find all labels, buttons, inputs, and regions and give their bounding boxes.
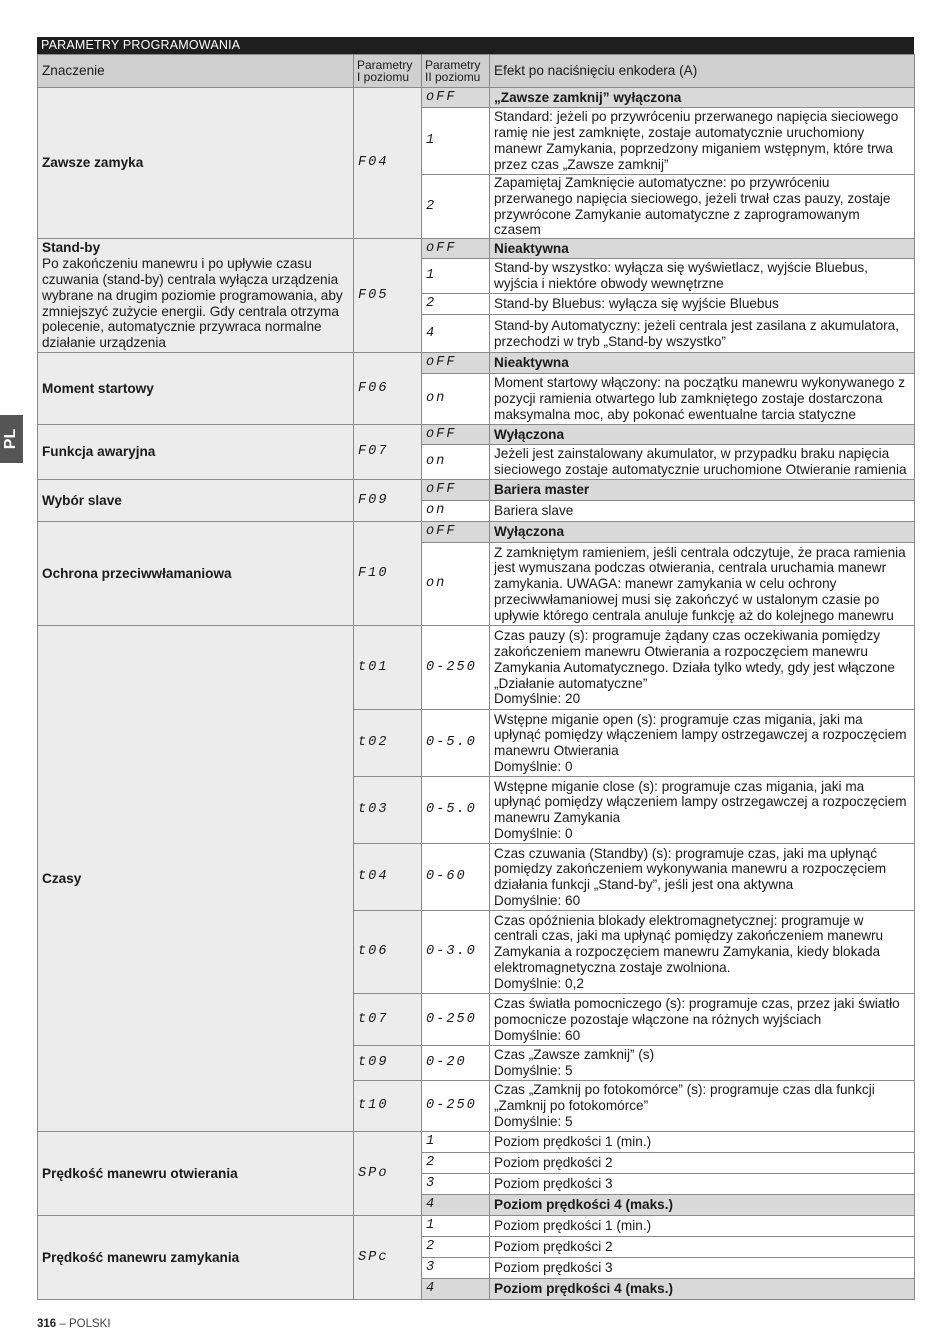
row-title-standby: Stand-by <box>42 240 101 256</box>
table-row <box>38 626 915 710</box>
effect-text: Jeżeli jest zainstalowany akumulator, w przypadku braku napięcia sieciowego zostaje automatycznie uruchomione Otwieranie ramienia <box>490 445 915 480</box>
effect-default: Domyślnie: 0,2 <box>494 975 584 991</box>
row-name-f04: Zawsze zamyka <box>38 88 354 239</box>
effect-text: Poziom prędkości 4 (maks.) <box>490 1279 915 1300</box>
effect-description: Wstępne miganie close (s): programuje czas migania, jaki ma upłynąć pomiędzy włączeniem lampy ostrzegawczej a rozpoczęciem manewru Zamykania <box>494 778 907 826</box>
header-meaning: Znaczenie <box>38 55 354 88</box>
param2-value: 0-250 <box>422 994 490 1046</box>
effect-text: Nieaktywna <box>490 239 915 259</box>
effect-text: Poziom prędkości 2 <box>490 1153 915 1174</box>
effect-text <box>490 710 915 777</box>
param2-value: 0-5.0 <box>422 710 490 777</box>
param1-f09: F09 <box>354 480 422 522</box>
param1-spc: SPc <box>354 1216 422 1300</box>
effect-description: Czas pauzy (s): programuje żądany czas oczekiwania pomiędzy zakończeniem manewru Otwierania a rozpoczęciem manewru Zamykania Automatycznego. Działa tylko wtedy, gdy jest włączone „Działanie automatyczne” <box>494 628 895 691</box>
param2-value: 0-250 <box>422 1081 490 1132</box>
effect-text: Wyłączona <box>490 522 915 543</box>
param2-value: 2 <box>422 294 490 315</box>
effect-default: Domyślnie: 5 <box>494 1114 573 1130</box>
param1-value: t03 <box>354 777 422 844</box>
param2-value: on <box>422 445 490 480</box>
table-row <box>38 1132 915 1153</box>
row-description-standby: Po zakończeniu manewru i po upływie czasu czuwania (stand-by) centrala wyłącza urządzenia wybrane na drugim poziomie programowania, aby zmniejszyć zużycie energii. Gdy centrala otrzyma polecenie, automatycznie przywraca normalne działanie urządzenia <box>42 256 343 351</box>
param1-spo: SPo <box>354 1132 422 1216</box>
param2-value: 0-3.0 <box>422 911 490 994</box>
table-row <box>38 480 915 501</box>
table-row <box>38 353 915 374</box>
effect-text: Standard: jeżeli po przywróceniu przerwanego napięcia sieciowego ramię nie jest zamknięte, zostaje automatycznie uruchomiony manewr Zamykania, poprzedzony miganiem wstępnym, które trwa przez czas „Zawsze zamknij” <box>490 108 915 175</box>
table-row <box>38 522 915 543</box>
param1-value: t07 <box>354 994 422 1046</box>
param2-value: 2 <box>422 175 490 239</box>
effect-default: Domyślnie: 60 <box>494 1027 581 1043</box>
table-row <box>38 1216 915 1237</box>
param2-value: 0-20 <box>422 1046 490 1081</box>
effect-text <box>490 1046 915 1081</box>
effect-text: Poziom prędkości 1 (min.) <box>490 1216 915 1237</box>
effect-description: Czas „Zamknij po fotokomórce” (s): programuje czas dla funkcji „Zamknij po fotokomórce” <box>494 1082 875 1114</box>
effect-default: Domyślnie: 0 <box>494 825 573 841</box>
param2-value: 1 <box>422 108 490 175</box>
row-name-f06: Moment startowy <box>38 353 354 425</box>
param2-value: 4 <box>422 315 490 353</box>
header-row <box>38 55 915 88</box>
effect-text: Z zamkniętym ramieniem, jeśli centrala odczytuje, że praca ramienia jest wymuszana podczas otwierania, centrala uruchamia manewr zamykania. UWAGA: manewr zamykania w celu ochrony przeciwwłamaniowej musi się zakończyć w ustalonym czasie po upływie którego centrala anuluje funkcję aż do kolejnego manewru <box>490 543 915 626</box>
language-tab <box>0 415 23 463</box>
param1-value: t01 <box>354 626 422 710</box>
param1-value: t02 <box>354 710 422 777</box>
param1-f10: F10 <box>354 522 422 626</box>
effect-text: Stand-by Automatyczny: jeżeli centrala jest zasilana z akumulatora, przechodzi w tryb „Stand-by wszystko” <box>490 315 915 353</box>
effect-text: Bariera master <box>490 480 915 501</box>
param2-value: on <box>422 501 490 522</box>
page-number: 316 <box>37 1318 57 1330</box>
param2-value: 0-250 <box>422 626 490 710</box>
effect-text: Zapamiętaj Zamknięcie automatyczne: po przywróceniu przerwanego napięcia sieciowego, jeżeli trwał czas pauzy, zostaje przywrócone Zamykanie automatyczne z zaprogramowanym czasem <box>490 175 915 239</box>
param2-value: oFF <box>422 353 490 374</box>
effect-default: Domyślnie: 5 <box>494 1063 573 1079</box>
table-title: PARAMETRY PROGRAMOWANIA <box>37 37 914 54</box>
param2-value: 3 <box>422 1258 490 1279</box>
table-row <box>38 88 915 108</box>
header-effect: Efekt po naciśnięciu enkodera (A) <box>490 55 915 88</box>
effect-text <box>490 1081 915 1132</box>
param1-f04: F04 <box>354 88 422 239</box>
param2-value: 0-5.0 <box>422 777 490 844</box>
param1-f06: F06 <box>354 353 422 425</box>
param2-value: 1 <box>422 1132 490 1153</box>
effect-text: „Zawsze zamknij” wyłączona <box>490 88 915 108</box>
param1-value: t10 <box>354 1081 422 1132</box>
effect-description: Czas „Zawsze zamknij” (s) <box>494 1047 655 1063</box>
effect-text <box>490 844 915 911</box>
param2-value: oFF <box>422 239 490 259</box>
param2-value: 2 <box>422 1237 490 1258</box>
param2-value: oFF <box>422 480 490 501</box>
param2-value: 4 <box>422 1279 490 1300</box>
effect-text <box>490 994 915 1046</box>
row-name-spo: Prędkość manewru otwierania <box>38 1132 354 1216</box>
param2-value: on <box>422 543 490 626</box>
param1-value: t09 <box>354 1046 422 1081</box>
effect-text: Poziom prędkości 3 <box>490 1258 915 1279</box>
footer-language: POLSKI <box>68 1318 111 1330</box>
param2-value: 1 <box>422 1216 490 1237</box>
footer-separator: – <box>56 1318 69 1330</box>
effect-text: Poziom prędkości 3 <box>490 1174 915 1195</box>
effect-text: Nieaktywna <box>490 353 915 374</box>
row-name-spc: Prędkość manewru zamykania <box>38 1216 354 1300</box>
effect-default: Domyślnie: 20 <box>494 691 581 707</box>
effect-text: Moment startowy włączony: na początku manewru wykonywanego z pozycji ramienia otwartego lub zamkniętego zostaje dostarczona maksymalna moc, aby pokonać ewentualne tarcia statyczne <box>490 374 915 425</box>
effect-description: Czas światła pomocniczego (s): programuje czas, przez jaki światło pomocnicze pozostaje włączone na różnych wyjściach <box>494 995 900 1027</box>
param2-value: on <box>422 374 490 425</box>
param1-f05: F05 <box>354 239 422 353</box>
row-name-f05 <box>38 239 354 353</box>
row-name-f10: Ochrona przeciwwłamaniowa <box>38 522 354 626</box>
param2-value: 0-60 <box>422 844 490 911</box>
effect-text: Stand-by wszystko: wyłącza się wyświetlacz, wyjście Bluebus, wyjścia i niektóre obwody wewnętrzne <box>490 259 915 294</box>
effect-text: Poziom prędkości 1 (min.) <box>490 1132 915 1153</box>
effect-text <box>490 626 915 710</box>
effect-text: Poziom prędkości 2 <box>490 1237 915 1258</box>
effect-description: Czas opóźnienia blokady elektromagnetycznej: programuje w centrali czas, jaki ma upłynąć pomiędzy zakończeniem manewru Zamykania a rozpoczęciem manewru Zamykania, kiedy blokada elektromagnetyczna zostaje zwolniona. <box>494 912 884 976</box>
param1-value: t04 <box>354 844 422 911</box>
effect-text: Wyłączona <box>490 425 915 445</box>
param2-value: 1 <box>422 259 490 294</box>
effect-text: Stand-by Bluebus: wyłącza się wyjście Bluebus <box>490 294 915 315</box>
page-footer <box>37 1318 111 1330</box>
effect-text: Bariera slave <box>490 501 915 522</box>
language-tab-label: PL <box>2 428 20 450</box>
param2-value: 3 <box>422 1174 490 1195</box>
programming-parameters-table <box>37 54 915 1300</box>
effect-text <box>490 911 915 994</box>
table-row <box>38 239 915 259</box>
effect-text: Poziom prędkości 4 (maks.) <box>490 1195 915 1216</box>
param2-value: oFF <box>422 425 490 445</box>
param2-value: oFF <box>422 522 490 543</box>
effect-description: Wstępne miganie open (s): programuje czas migania, jaki ma upłynąć pomiędzy włączeniem lampy ostrzegawczej a rozpoczęciem manewru Otwierania <box>494 711 907 759</box>
effect-default: Domyślnie: 60 <box>494 892 581 908</box>
effect-text <box>490 777 915 844</box>
effect-default: Domyślnie: 0 <box>494 758 573 774</box>
header-param2: Parametry II poziomu <box>422 55 490 88</box>
row-name-times: Czasy <box>38 626 354 1132</box>
row-name-f07: Funkcja awaryjna <box>38 425 354 480</box>
effect-description: Czas czuwania (Standby) (s): programuje czas, jaki ma upłynąć pomiędzy zakończeniem wykonywania manewru a rozpoczęciem działania funkcji „Stand-by”, jeśli jest ona aktywna <box>494 845 887 893</box>
table-row <box>38 425 915 445</box>
param2-value: 2 <box>422 1153 490 1174</box>
param1-f07: F07 <box>354 425 422 480</box>
row-name-f09: Wybór slave <box>38 480 354 522</box>
header-param1: Parametry I poziomu <box>354 55 422 88</box>
param2-value: 4 <box>422 1195 490 1216</box>
param1-value: t06 <box>354 911 422 994</box>
param2-value: oFF <box>422 88 490 108</box>
